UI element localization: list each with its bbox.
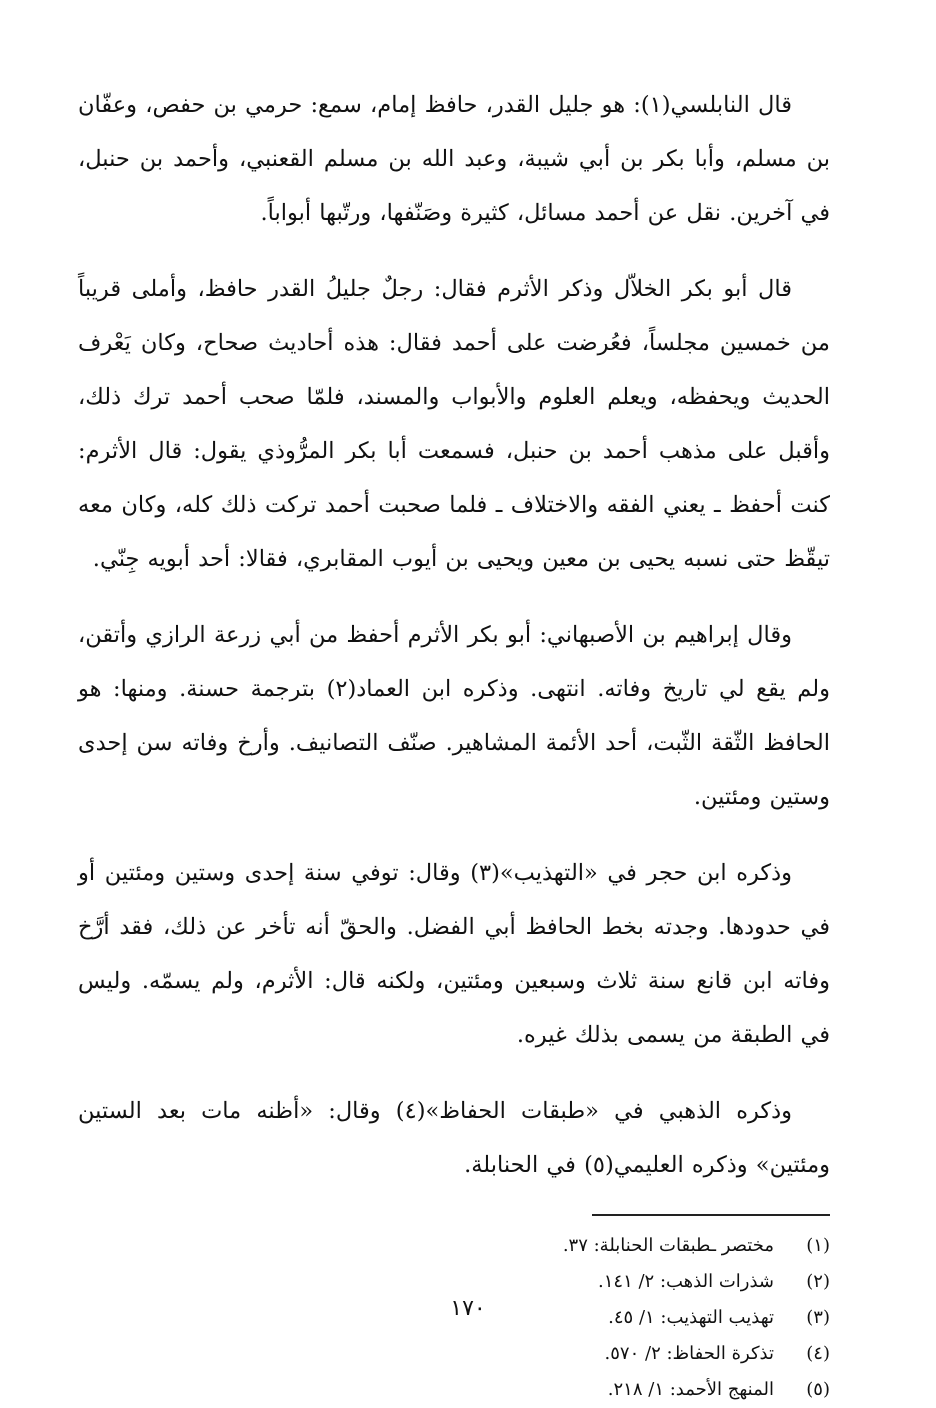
paragraph-nabulsi: قال النابلسي(١): هو جليل القدر، حافظ إمام، سمع: حرمي بن حفص، وعفّان بن مسلم، وأبا بكر بن أبي شيبة، وعبد الله بن مسلم القعنبي، وأحمد بن حنبل، في آخرين. نقل عن أحمد مسائل، كثيرة وصَنّفها، ورتّبها أبواباً. <box>78 92 830 226</box>
footnote-item <box>78 1372 830 1408</box>
footnote-item <box>78 1228 830 1264</box>
footnote-text: تذكرة الحفاظ: ٢/ ٥٧٠. <box>604 1343 774 1364</box>
paragraph-asbahani: وقال إبراهيم بن الأصبهاني: أبو بكر الأثرم أحفظ من أبي زرعة الرازي وأتقن، ولم يقع لي تاريخ وفاته. انتهى. وذكره ابن العماد(٢) بترجمة حسنة. ومنها: هو الحافظ الثّقة الثّبت، أحد الأئمة المشاهير. صنّف التصانيف. وأرخ وفاته سن إحدى وستين ومئتين. <box>78 622 830 810</box>
footnote-text: تهذيب التهذيب: ١/ ٤٥. <box>608 1307 774 1328</box>
footnote-text: مختصر ـطبقات الحنابلة: ٣٧. <box>562 1235 774 1256</box>
footnote-divider <box>592 1214 830 1216</box>
footnote-text: شذرات الذهب: ٢/ ١٤١. <box>598 1271 774 1292</box>
footnote-text: المنهج الأحمد: ١/ ٢١٨. <box>607 1379 774 1400</box>
footnote-number: (٣) <box>806 1307 830 1328</box>
page-number: ١٧٠ <box>450 1296 486 1321</box>
paragraph-dhahabi: وذكره الذهبي في «طبقات الحفاظ»(٤) وقال: «أظنه مات بعد الستين ومئتين» وذكره العليمي(٥) في الحنابلة. <box>78 1098 830 1178</box>
paragraph-khallal: قال أبو بكر الخلاّل وذكر الأثرم فقال: رجلٌ جليلُ القدر حافظ، وأملى قريباً من خمسين مجلساً، فعُرضت على أحمد فقال: هذه أحاديث صحاح، وكان يَعْرف الحديث ويحفظه، ويعلم العلوم والأبواب والمسند، فلمّا صحب أحمد ترك ذلك، وأقبل على مذهب أحمد بن حنبل، فسمعت أبا بكر المرُّوذي يقول: قال الأثرم: كنت أحفظ ـ يعني الفقه والاختلاف ـ فلما صحبت أحمد تركت ذلك كله، وكان معه تيقّظ حتى نسبه يحيى بن معين ويحيى بن أيوب المقابري، فقالا: أحد أبويه جِنّي. <box>78 276 830 572</box>
page-body <box>78 78 830 1408</box>
footnote-item <box>78 1336 830 1372</box>
footnote-number: (١) <box>806 1235 830 1256</box>
footnote-number: (٢) <box>806 1271 830 1292</box>
paragraph-ibn-hajar: وذكره ابن حجر في «التهذيب»(٣) وقال: توفي سنة إحدى وستين ومئتين أو في حدودها. وجدته بخط الحافظ أبي الفضل. والحقّ أنه تأخر عن ذلك، فقد أرَّخ وفاته ابن قانع سنة ثلاث وسبعين ومئتين، ولكنه قال: الأثرم، ولم يسمّه. وليس في الطبقة من يسمى بذلك غيره. <box>78 860 830 1048</box>
footnote-number: (٤) <box>806 1343 830 1364</box>
footnote-number: (٥) <box>806 1379 830 1400</box>
footnote-item <box>78 1264 830 1300</box>
